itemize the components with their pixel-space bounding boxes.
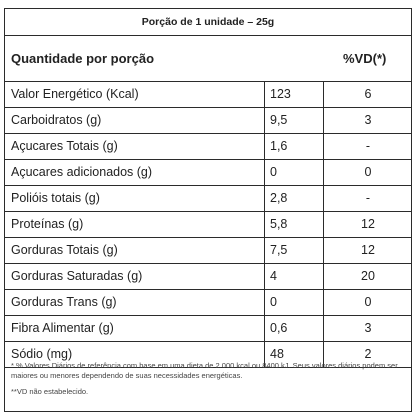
nutrient-vd: 6	[364, 87, 372, 101]
footnote-not-established: **VD não estabelecido.	[11, 387, 89, 396]
nutrient-name: Carboidratos (g)	[11, 113, 102, 127]
table-row	[5, 186, 411, 212]
nutrient-vd: 12	[361, 217, 375, 231]
footnote-vd: * % Valores Diários de referência com base em uma dieta de 2.000 kcal ou 8400 kJ. Seus valores diários podem ser maiores ou menores dependendo de suas necessidades energéticas.	[11, 361, 398, 380]
nutrient-name: Gorduras Saturadas (g)	[11, 269, 143, 283]
nutrient-vd: -	[365, 139, 371, 153]
table-row	[5, 160, 411, 186]
nutrient-vd: 0	[364, 295, 372, 309]
nutrient-amount: 0	[264, 160, 324, 185]
nutrient-vd: 2	[364, 347, 372, 361]
table-row	[5, 316, 411, 342]
nutrient-name: Gorduras Totais (g)	[11, 243, 118, 257]
nutrient-amount: 2,8	[264, 186, 324, 211]
nutrient-name: Polióis totais (g)	[11, 191, 100, 205]
portion-size: Porção de 1 unidade – 25g	[5, 9, 411, 36]
table-header	[5, 36, 411, 82]
table-row	[5, 82, 411, 108]
nutrient-vd: 20	[361, 269, 375, 283]
nutrient-amount: 9,5	[264, 108, 324, 133]
nutrient-vd: -	[365, 191, 371, 205]
nutrient-vd: 0	[364, 165, 372, 179]
table-row	[5, 212, 411, 238]
nutrient-name: Valor Energético (Kcal)	[11, 87, 139, 101]
nutrient-rows	[5, 82, 411, 368]
nutrient-vd: 12	[361, 243, 375, 257]
nutrient-amount: 1,6	[264, 134, 324, 159]
nutrient-name: Proteínas (g)	[11, 217, 84, 231]
nutrient-vd: 3	[364, 321, 372, 335]
nutrition-facts-table	[4, 8, 412, 412]
table-row	[5, 238, 411, 264]
table-row	[5, 108, 411, 134]
header-vd-label: %VD(*)	[343, 51, 387, 66]
nutrient-name: Açucares adicionados (g)	[11, 165, 153, 179]
table-row	[5, 134, 411, 160]
footnotes	[11, 361, 407, 397]
nutrient-name: Fibra Alimentar (g)	[11, 321, 114, 335]
nutrient-amount: 0,6	[264, 316, 324, 341]
nutrient-amount: 123	[264, 82, 324, 107]
nutrient-amount: 48	[264, 342, 324, 367]
nutrient-amount: 0	[264, 290, 324, 315]
nutrient-amount: 4	[264, 264, 324, 289]
nutrient-amount: 7,5	[264, 238, 324, 263]
nutrient-vd: 3	[364, 113, 372, 127]
nutrient-name: Sódio (mg)	[11, 347, 73, 361]
nutrient-amount: 5,8	[264, 212, 324, 237]
header-quantity-label: Quantidade por porção	[11, 51, 155, 66]
table-row	[5, 290, 411, 316]
nutrient-name: Gorduras Trans (g)	[11, 295, 117, 309]
nutrient-name: Açucares Totais (g)	[11, 139, 118, 153]
table-row	[5, 264, 411, 290]
